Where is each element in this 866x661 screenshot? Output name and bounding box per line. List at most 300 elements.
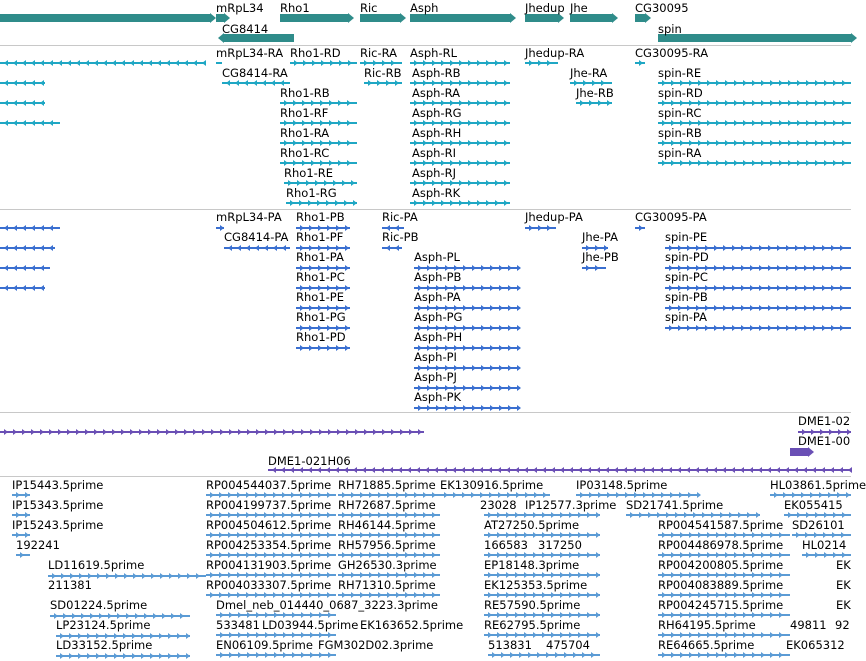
gene-glyph[interactable]: [280, 14, 348, 22]
est-label[interactable]: RH71310.5prime: [338, 578, 436, 592]
protein-label[interactable]: Rho1-PF: [296, 230, 344, 244]
gene-label[interactable]: Asph: [410, 1, 439, 15]
clone-label[interactable]: DME1-00: [798, 434, 851, 448]
protein-glyph[interactable]: [296, 247, 350, 249]
transcript-label[interactable]: Asph-RL: [410, 46, 457, 60]
transcript-glyph[interactable]: [280, 122, 357, 124]
protein-glyph-strand: [777, 265, 781, 271]
transcript-glyph-strand: [477, 100, 481, 106]
est-label[interactable]: RP004544037.5prime: [206, 478, 332, 492]
est-glyph-strand: [698, 652, 702, 658]
transcript-glyph-strand: [386, 80, 390, 86]
est-label[interactable]: RH57956.5prime: [338, 538, 436, 552]
transcript-glyph-strand: [504, 180, 508, 186]
protein-label[interactable]: CG8414-PA: [224, 230, 289, 244]
protein-glyph-strand: [768, 305, 772, 311]
protein-label[interactable]: spin-PD: [665, 250, 709, 264]
gene-glyph[interactable]: [216, 14, 224, 22]
est-label[interactable]: EK: [836, 558, 851, 572]
protein-glyph-strand: [538, 225, 542, 231]
transcript-glyph-strand: [770, 140, 774, 146]
clone-glyph-strand: [85, 429, 89, 435]
protein-glyph-strand: [345, 265, 349, 271]
est-glyph[interactable]: [206, 594, 336, 596]
transcript-glyph-strand: [788, 140, 792, 146]
est-label[interactable]: 513831: [488, 638, 532, 652]
est-label[interactable]: RE62795.5prime: [484, 618, 581, 632]
transcript-label[interactable]: Rho1-RG: [286, 186, 337, 200]
transcript-label[interactable]: Asph-RA: [412, 86, 460, 100]
clone-glyph-strand: [112, 429, 116, 435]
transcript-glyph[interactable]: [216, 62, 222, 64]
transcript-glyph-strand: [342, 180, 346, 186]
transcript-glyph-strand: [103, 60, 107, 66]
est-glyph-strand: [105, 653, 109, 659]
est-glyph-strand: [150, 653, 154, 659]
est-label[interactable]: RP004486978.5prime: [658, 538, 784, 552]
protein-glyph-strand: [508, 285, 512, 291]
est-glyph-strand: [519, 652, 523, 658]
gene-label[interactable]: spin: [658, 22, 682, 36]
est-label[interactable]: RP004253354.5prime: [206, 538, 332, 552]
transcript-label[interactable]: spin-RD: [658, 86, 703, 100]
protein-glyph-strand: [490, 385, 494, 391]
protein-glyph-strand: [723, 245, 727, 251]
protein-glyph[interactable]: [296, 347, 350, 349]
est-glyph-strand: [162, 613, 166, 619]
protein-glyph[interactable]: [296, 227, 350, 229]
est-label[interactable]: EK125353.5prime: [484, 578, 588, 592]
transcript-label[interactable]: Asph-RG: [412, 106, 462, 120]
gene-glyph[interactable]: [410, 14, 510, 22]
transcript-glyph-strand: [339, 60, 343, 66]
clone-glyph-strand: [542, 467, 546, 473]
protein-glyph-strand: [517, 405, 521, 411]
est-label[interactable]: IP15343.5prime: [12, 498, 104, 512]
transcript-glyph-strand: [833, 80, 837, 86]
transcript-glyph-strand: [468, 120, 472, 126]
gene-glyph-arrow: [851, 33, 857, 43]
transcript-glyph-strand: [414, 200, 418, 206]
est-label[interactable]: 92: [835, 618, 850, 632]
protein-label[interactable]: spin-PB: [665, 290, 708, 304]
est-glyph-strand: [573, 652, 577, 658]
protein-glyph[interactable]: [582, 267, 606, 269]
est-label[interactable]: EK: [836, 598, 851, 612]
protein-glyph-strand: [327, 345, 331, 351]
protein-label[interactable]: Jhedup-PA: [525, 210, 583, 224]
clone-glyph-strand: [596, 467, 600, 473]
transcript-label[interactable]: Ric-RA: [360, 46, 398, 60]
est-label[interactable]: LD03944.5prime: [262, 618, 359, 632]
est-label[interactable]: SD21741.5prime: [626, 498, 724, 512]
est-label[interactable]: SD01224.5prime: [50, 598, 148, 612]
transcript-glyph-strand: [842, 120, 846, 126]
protein-glyph-strand: [481, 405, 485, 411]
protein-glyph-strand: [822, 265, 826, 271]
est-label[interactable]: 317250: [538, 538, 582, 552]
gene-label[interactable]: CG8414: [222, 22, 269, 36]
protein-glyph[interactable]: [296, 267, 350, 269]
transcript-glyph-strand: [477, 80, 481, 86]
est-glyph-strand: [60, 653, 64, 659]
transcript-label[interactable]: Asph-RK: [412, 186, 461, 200]
transcript-glyph[interactable]: [280, 162, 357, 164]
transcript-label[interactable]: Asph-RI: [412, 146, 456, 160]
est-glyph-strand: [537, 652, 541, 658]
est-glyph[interactable]: [206, 514, 336, 516]
transcript-glyph-strand: [486, 180, 490, 186]
transcript-label[interactable]: Rho1-RC: [280, 146, 330, 160]
protein-label[interactable]: Rho1-PC: [296, 270, 345, 284]
transcript-glyph-strand: [529, 60, 533, 66]
est-glyph-strand: [159, 653, 163, 659]
est-label[interactable]: RE64665.5prime: [658, 638, 755, 652]
est-label[interactable]: HL0214: [802, 538, 847, 552]
protein-label[interactable]: Ric-PA: [382, 210, 418, 224]
transcript-glyph-strand: [67, 60, 71, 66]
transcript-label[interactable]: Rho1-RA: [280, 126, 330, 140]
est-glyph-strand: [779, 652, 783, 658]
protein-label[interactable]: Rho1-PB: [296, 210, 345, 224]
est-glyph-strand: [178, 573, 182, 579]
transcript-glyph-strand: [294, 60, 298, 66]
est-glyph[interactable]: [206, 494, 336, 496]
est-glyph[interactable]: [206, 574, 336, 576]
est-label[interactable]: RH71885.5prime: [338, 478, 436, 492]
clone-glyph-strand: [220, 429, 224, 435]
clone-glyph-strand: [22, 429, 26, 435]
est-label[interactable]: RP004131903.5prime: [206, 558, 332, 572]
gene-glyph[interactable]: [570, 14, 612, 22]
gene-glyph[interactable]: [360, 14, 400, 22]
protein-glyph-strand: [472, 365, 476, 371]
transcript-glyph-strand: [815, 80, 819, 86]
clone-glyph-strand: [443, 467, 447, 473]
est-label[interactable]: RP004245715.5prime: [658, 598, 784, 612]
transcript-glyph-strand: [40, 120, 44, 126]
clone-glyph-strand: [346, 429, 350, 435]
est-label[interactable]: EK: [836, 578, 851, 592]
protein-glyph-strand: [40, 225, 44, 231]
transcript-glyph-strand: [752, 140, 756, 146]
protein-glyph-strand: [768, 245, 772, 251]
est-label[interactable]: AT27250.5prime: [484, 518, 580, 532]
transcript-label[interactable]: Ric-RB: [364, 66, 402, 80]
protein-glyph[interactable]: [382, 227, 404, 229]
transcript-glyph-strand: [468, 200, 472, 206]
protein-glyph-strand: [490, 265, 494, 271]
protein-label[interactable]: Jhe-PB: [582, 250, 619, 264]
protein-glyph-strand: [741, 245, 745, 251]
est-glyph-strand: [196, 573, 200, 579]
protein-label[interactable]: Rho1-PE: [296, 290, 344, 304]
transcript-glyph-strand: [815, 160, 819, 166]
protein-label[interactable]: Asph-PA: [414, 290, 461, 304]
protein-label[interactable]: Rho1-PG: [296, 310, 346, 324]
transcript-glyph-strand: [698, 160, 702, 166]
gene-glyph[interactable]: [525, 14, 558, 22]
est-label[interactable]: RP004083889.5prime: [658, 578, 784, 592]
est-label[interactable]: RH72687.5prime: [338, 498, 436, 512]
transcript-label[interactable]: spin-RC: [658, 106, 702, 120]
est-label[interactable]: RP004033307.5prime: [206, 578, 332, 592]
est-label[interactable]: Dmel_neb_014440_0687_3223.3prime: [216, 598, 438, 612]
transcript-glyph-strand: [495, 80, 499, 86]
protein-label[interactable]: spin-PA: [665, 310, 707, 324]
protein-glyph-strand: [777, 245, 781, 251]
transcript-glyph-strand: [486, 120, 490, 126]
transcript-label[interactable]: Asph-RB: [412, 66, 461, 80]
protein-glyph-strand: [517, 265, 521, 271]
transcript-glyph-strand: [13, 120, 17, 126]
est-label[interactable]: IP15243.5prime: [12, 518, 104, 532]
transcript-glyph-strand: [788, 100, 792, 106]
protein-label[interactable]: spin-PE: [665, 230, 708, 244]
transcript-label[interactable]: Jhe-RA: [570, 66, 608, 80]
protein-glyph[interactable]: [296, 327, 350, 329]
transcript-glyph[interactable]: [280, 102, 357, 104]
transcript-glyph-strand: [22, 80, 26, 86]
protein-label[interactable]: Asph-PI: [414, 350, 457, 364]
transcript-glyph-strand: [806, 160, 810, 166]
est-glyph-strand: [596, 572, 600, 578]
protein-glyph-strand: [499, 265, 503, 271]
est-label[interactable]: 211381: [48, 578, 92, 592]
transcript-label[interactable]: CG30095-RA: [635, 46, 709, 60]
protein-label[interactable]: Asph-PG: [414, 310, 463, 324]
transcript-label[interactable]: Rho1-RB: [280, 86, 330, 100]
transcript-glyph-strand: [468, 160, 472, 166]
est-glyph-strand: [283, 652, 287, 658]
transcript-glyph[interactable]: [280, 142, 357, 144]
protein-label[interactable]: mRpL34-PA: [216, 210, 282, 224]
clone-glyph-strand: [677, 467, 681, 473]
est-label[interactable]: SD26101: [792, 518, 845, 532]
protein-glyph-strand: [786, 245, 790, 251]
transcript-glyph-strand: [797, 80, 801, 86]
est-label[interactable]: 49811: [790, 618, 827, 632]
est-glyph-strand: [247, 652, 251, 658]
transcript-glyph-strand: [815, 120, 819, 126]
transcript-label[interactable]: Asph-RJ: [412, 166, 456, 180]
est-label[interactable]: RP004504612.5prime: [206, 518, 332, 532]
est-label[interactable]: 533481: [216, 618, 260, 632]
est-label[interactable]: 192241: [16, 538, 60, 552]
est-label[interactable]: LP23124.5prime: [56, 618, 151, 632]
est-label[interactable]: EK130916.5prime: [440, 478, 544, 492]
est-label[interactable]: EK055415: [784, 498, 843, 512]
protein-label[interactable]: Asph-PB: [414, 270, 462, 284]
est-label[interactable]: RP004200805.5prime: [658, 558, 784, 572]
protein-glyph-strand: [345, 285, 349, 291]
transcript-glyph-strand: [833, 140, 837, 146]
est-label[interactable]: 166583: [484, 538, 528, 552]
protein-glyph-strand: [40, 285, 44, 291]
protein-glyph-strand: [237, 245, 241, 251]
est-label[interactable]: 475704: [546, 638, 590, 652]
transcript-glyph-strand: [689, 160, 693, 166]
protein-label[interactable]: Asph-PH: [414, 330, 463, 344]
transcript-label[interactable]: spin-RB: [658, 126, 702, 140]
clone-glyph-strand: [310, 429, 314, 435]
clone-glyph-strand: [713, 467, 717, 473]
transcript-glyph-strand: [752, 120, 756, 126]
est-label[interactable]: IP12577.3prime: [525, 498, 617, 512]
protein-glyph-strand: [508, 385, 512, 391]
transcript-glyph-strand: [607, 100, 611, 106]
gene-glyph[interactable]: [635, 14, 645, 22]
transcript-glyph-strand: [725, 160, 729, 166]
transcript-glyph[interactable]: [0, 62, 205, 64]
protein-glyph-strand: [795, 305, 799, 311]
clone-glyph-arrow: [808, 447, 814, 457]
clone-glyph-strand: [524, 467, 528, 473]
est-glyph-strand: [220, 652, 224, 658]
est-label[interactable]: RE57590.5prime: [484, 598, 581, 612]
transcript-label[interactable]: mRpL34-RA: [216, 46, 284, 60]
est-label[interactable]: EP18148.3prime: [484, 558, 580, 572]
gene-label[interactable]: Jhedup: [525, 1, 565, 15]
est-glyph[interactable]: [206, 554, 336, 556]
track-divider: [0, 412, 851, 413]
protein-glyph-strand: [13, 285, 17, 291]
transcript-label[interactable]: Jhedup-RA: [525, 46, 585, 60]
protein-glyph[interactable]: [296, 287, 350, 289]
transcript-glyph-strand: [31, 100, 35, 106]
clone-glyph[interactable]: [790, 448, 808, 456]
protein-label[interactable]: spin-PC: [665, 270, 708, 284]
gene-glyph[interactable]: [658, 34, 851, 42]
gene-label[interactable]: Ric: [360, 1, 378, 15]
transcript-label[interactable]: Asph-RH: [412, 126, 462, 140]
transcript-glyph-strand: [824, 120, 828, 126]
clone-glyph-strand: [452, 467, 456, 473]
clone-glyph-strand: [794, 467, 798, 473]
clone-glyph-strand: [704, 467, 708, 473]
protein-glyph-strand: [595, 265, 599, 271]
transcript-label[interactable]: CG8414-RA: [222, 66, 288, 80]
est-label[interactable]: EN06109.5prime: [216, 638, 313, 652]
transcript-glyph-strand: [707, 100, 711, 106]
protein-label[interactable]: Rho1-PA: [296, 250, 344, 264]
protein-glyph-strand: [840, 285, 844, 291]
protein-glyph-strand: [529, 225, 533, 231]
est-label[interactable]: EK163652.5prime: [360, 618, 464, 632]
est-label[interactable]: FGM302D02.3prime: [318, 638, 434, 652]
clone-glyph-strand: [256, 429, 260, 435]
protein-label[interactable]: Ric-PB: [382, 230, 419, 244]
est-label[interactable]: RP004199737.5prime: [206, 498, 332, 512]
transcript-glyph-strand: [734, 120, 738, 126]
clone-glyph-strand: [184, 429, 188, 435]
gene-label[interactable]: Rho1: [280, 1, 310, 15]
protein-glyph-strand: [669, 325, 673, 331]
transcript-glyph-strand: [477, 200, 481, 206]
est-label[interactable]: GH26530.3prime: [338, 558, 437, 572]
protein-label[interactable]: Rho1-PD: [296, 330, 346, 344]
transcript-label[interactable]: Rho1-RD: [290, 46, 341, 60]
est-glyph-strand: [774, 492, 778, 498]
protein-glyph-strand: [795, 285, 799, 291]
transcript-glyph-strand: [338, 160, 342, 166]
protein-label[interactable]: CG30095-PA: [635, 210, 707, 224]
est-glyph-strand: [533, 532, 537, 538]
est-glyph-strand: [114, 653, 118, 659]
transcript-label[interactable]: spin-RE: [658, 66, 702, 80]
protein-glyph-strand: [840, 265, 844, 271]
est-glyph-strand: [462, 492, 466, 498]
gene-label[interactable]: CG30095: [635, 1, 689, 15]
protein-glyph-strand: [822, 325, 826, 331]
est-label[interactable]: IP03148.5prime: [576, 478, 668, 492]
transcript-glyph-strand: [347, 100, 351, 106]
transcript-glyph-strand: [734, 80, 738, 86]
est-label[interactable]: RH64195.5prime: [658, 618, 756, 632]
gene-label[interactable]: Jhe: [570, 1, 588, 15]
protein-label[interactable]: Asph-PJ: [414, 370, 457, 384]
transcript-glyph-strand: [842, 100, 846, 106]
protein-glyph-strand: [732, 265, 736, 271]
clone-glyph-strand: [569, 467, 573, 473]
protein-glyph[interactable]: [296, 307, 350, 309]
est-glyph[interactable]: [206, 534, 336, 536]
protein-glyph-strand: [386, 245, 390, 251]
protein-glyph-strand: [678, 325, 682, 331]
est-glyph-strand: [596, 532, 600, 538]
protein-glyph-strand: [714, 305, 718, 311]
est-glyph-strand: [180, 613, 184, 619]
est-label[interactable]: HL03861.5prime: [770, 478, 866, 492]
transcript-glyph[interactable]: [284, 182, 357, 184]
transcript-glyph-strand: [348, 60, 352, 66]
est-label[interactable]: EK065312: [786, 638, 845, 652]
clone-label[interactable]: DME1-02: [798, 414, 851, 428]
protein-label[interactable]: Jhe-PA: [582, 230, 618, 244]
transcript-label[interactable]: Rho1-RE: [284, 166, 334, 180]
protein-label[interactable]: Asph-PK: [414, 390, 462, 404]
clone-glyph-strand: [848, 467, 852, 473]
transcript-label[interactable]: spin-RA: [658, 146, 702, 160]
clone-glyph-strand: [461, 467, 465, 473]
transcript-glyph-strand: [432, 200, 436, 206]
est-label[interactable]: LD33152.5prime: [56, 638, 153, 652]
transcript-glyph-strand: [833, 160, 837, 166]
protein-glyph-strand: [517, 285, 521, 291]
transcript-glyph-strand: [707, 140, 711, 146]
est-label[interactable]: RP004541587.5prime: [658, 518, 784, 532]
protein-glyph[interactable]: [0, 247, 55, 249]
est-label[interactable]: LD11619.5prime: [48, 558, 145, 572]
transcript-label[interactable]: Jhe-RB: [576, 86, 614, 100]
protein-label[interactable]: Asph-PL: [414, 250, 460, 264]
transcript-glyph-strand: [842, 80, 846, 86]
est-label[interactable]: 23028: [480, 498, 517, 512]
clone-glyph-strand: [560, 467, 564, 473]
est-label[interactable]: IP15443.5prime: [12, 478, 104, 492]
gene-label[interactable]: mRpL34: [216, 1, 264, 15]
est-label[interactable]: RH46144.5prime: [338, 518, 436, 532]
clone-label[interactable]: DME1-021H06: [268, 454, 351, 468]
transcript-label[interactable]: Rho1-RF: [280, 106, 329, 120]
protein-glyph-strand: [813, 305, 817, 311]
est-glyph-strand: [177, 633, 181, 639]
gene-glyph[interactable]: [0, 14, 210, 22]
transcript-glyph-strand: [395, 80, 399, 86]
transcript-glyph-strand: [504, 140, 508, 146]
est-glyph-strand: [328, 652, 332, 658]
transcript-glyph-strand: [495, 160, 499, 166]
